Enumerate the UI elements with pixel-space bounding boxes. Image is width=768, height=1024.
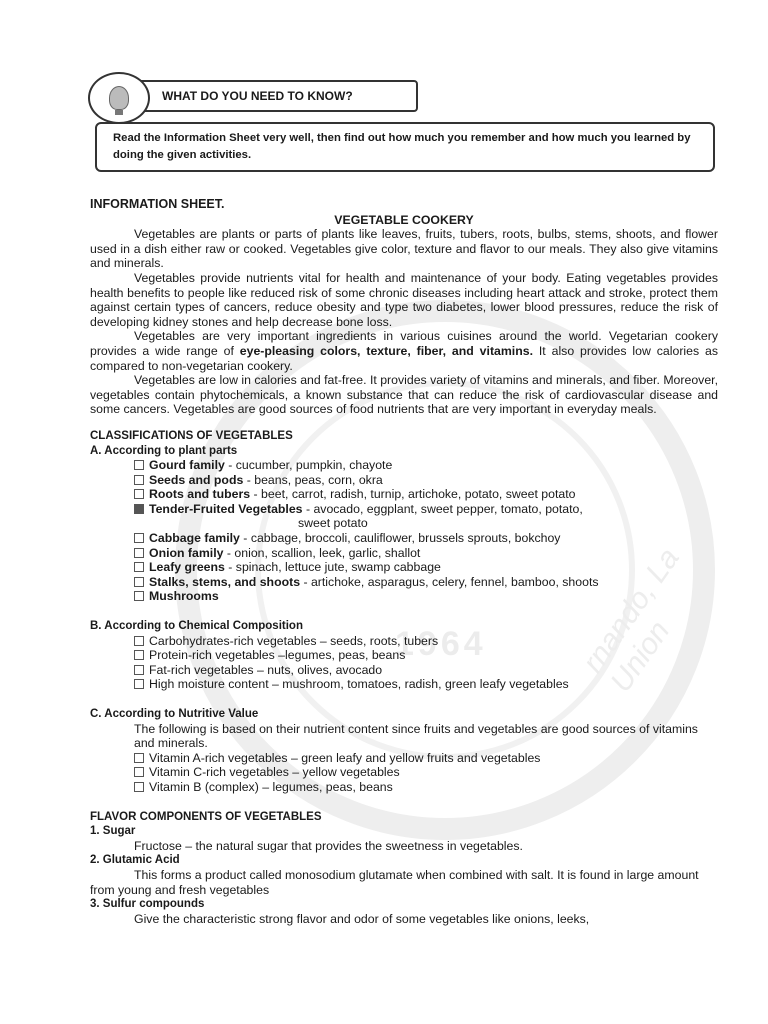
flavor-2-title: 2. Glutamic Acid	[90, 854, 180, 867]
class-b-title: B. According to Chemical Composition	[90, 620, 303, 633]
watermark-year: 1964	[395, 625, 487, 663]
flavor-1-text: Fructose – the natural sugar that provides the sweetness in vegetables.	[134, 838, 523, 853]
info-heading: INFORMATION SHEET.	[90, 197, 225, 211]
information-sheet	[90, 197, 718, 926]
checkbox-icon	[134, 577, 144, 587]
paragraph-2: Vegetables provide nutrients vital for health and maintenance of your body. Eating vegetables provides health benefits to people like reduced risk of some chronic diseases including heart attack and stroke, protect them against certain types of cancers, reduce obesity and type two diabetes, lower blood pressures, reduce the risk of developing kidney stones and help decrease bone loss.	[90, 270, 718, 329]
class-c-title: C. According to Nutritive Value	[90, 708, 259, 720]
list-item: Vitamin B (complex) – legumes, peas, beans	[90, 780, 718, 795]
checkbox-icon	[134, 533, 144, 543]
checkbox-icon	[134, 650, 144, 660]
lightbulb-icon	[88, 72, 150, 124]
checkbox-icon	[134, 782, 144, 792]
checkbox-icon	[134, 489, 144, 499]
checkbox-icon	[134, 753, 144, 763]
instructions-box: Read the Information Sheet very well, then find out how much you remember and how much you learned by doing the given activities.	[95, 122, 715, 172]
filled-square-icon	[134, 504, 144, 514]
info-title: VEGETABLE COOKERY	[334, 212, 474, 227]
flavor-3-title: 3. Sulfur compounds	[90, 898, 205, 911]
list-item: Leafy greens - spinach, lettuce jute, swamp cabbage	[90, 560, 718, 575]
flavor-1-title: 1. Sugar	[90, 825, 136, 838]
list-item: Cabbage family - cabbage, broccoli, cauliflower, brussels sprouts, bokchoy	[90, 531, 718, 546]
checkbox-icon	[134, 548, 144, 558]
list-item-continuation: sweet potato	[298, 516, 368, 531]
paragraph-1: Vegetables are plants or parts of plants like leaves, fruits, tubers, roots, bulbs, stems, shoots, and flower used in a dish either raw or cooked. Vegetables give color, texture and flavor to our meals. They also give vitamins and minerals.	[90, 227, 718, 271]
list-item: Vitamin C-rich vegetables – yellow vegetables	[90, 765, 718, 780]
watermark-text: rnando, La Union	[576, 542, 686, 699]
list-item: Gourd family - cucumber, pumpkin, chayote	[90, 458, 718, 473]
list-item: Roots and tubers - beet, carrot, radish, turnip, artichoke, potato, sweet potato	[90, 487, 718, 502]
class-a-title: A. According to plant parts	[90, 444, 238, 457]
paragraph-3: Vegetables are very important ingredients in various cuisines around the world. Vegetarian cookery provides a wide range of eye-pleasing colors, texture, fiber, and vitamins. It also provides low calories as compared to non-vegetarian cookery.	[90, 329, 719, 373]
list-item: High moisture content – mushroom, tomatoes, radish, green leafy vegetables	[90, 677, 718, 692]
section-header	[88, 72, 418, 122]
checkbox-icon	[134, 767, 144, 777]
list-item: Seeds and pods - beans, peas, corn, okra	[90, 473, 718, 488]
list-item: Onion family - onion, scallion, leek, garlic, shallot	[90, 546, 718, 561]
checkbox-icon	[134, 636, 144, 646]
flavor-heading: FLAVOR COMPONENTS OF VEGETABLES	[90, 810, 322, 823]
list-item: Carbohydrates-rich vegetables – seeds, roots, tubers	[90, 634, 718, 649]
checkbox-icon	[134, 591, 144, 601]
list-item: Tender-Fruited Vegetables - avocado, eggplant, sweet pepper, tomato, potato,	[90, 502, 718, 517]
section-title: WHAT DO YOU NEED TO KNOW?	[128, 80, 418, 112]
class-c-list	[90, 751, 718, 795]
list-item: Fat-rich vegetables – nuts, olives, avocado	[90, 663, 718, 678]
list-item: Vitamin A-rich vegetables – green leafy and yellow fruits and vegetables	[90, 751, 718, 766]
list-item: Stalks, stems, and shoots - artichoke, asparagus, celery, fennel, bamboo, shoots	[90, 575, 718, 590]
classifications-heading: CLASSIFICATIONS OF VEGETABLES	[90, 429, 293, 442]
list-item: Protein-rich vegetables –legumes, peas, beans	[90, 648, 718, 663]
checkbox-icon	[134, 665, 144, 675]
flavor-3-text: Give the characteristic strong flavor and odor of some vegetables like onions, leeks,	[134, 911, 590, 926]
flavor-2-text: This forms a product called monosodium glutamate when combined with salt. It is found in large amount from young and fresh vegetables	[90, 867, 699, 897]
checkbox-icon	[134, 562, 144, 572]
class-a-list	[90, 458, 718, 604]
checkbox-icon	[134, 460, 144, 470]
list-item: Mushrooms	[90, 589, 718, 604]
checkbox-icon	[134, 475, 144, 485]
class-c-intro: The following is based on their nutrient content since fruits and vegetables are good sources of vitamins and minerals.	[134, 721, 698, 751]
paragraph-4: Vegetables are low in calories and fat-free. It provides variety of vitamins and minerals, and fiber. Moreover, vegetables contain phytochemicals, a known substance that can reduce the risk of cardiovascular disease and some cancers. Vegetables are good sources of food nutrients that are very important in everyday meals.	[90, 373, 718, 417]
class-b-list	[90, 634, 718, 692]
checkbox-icon	[134, 679, 144, 689]
